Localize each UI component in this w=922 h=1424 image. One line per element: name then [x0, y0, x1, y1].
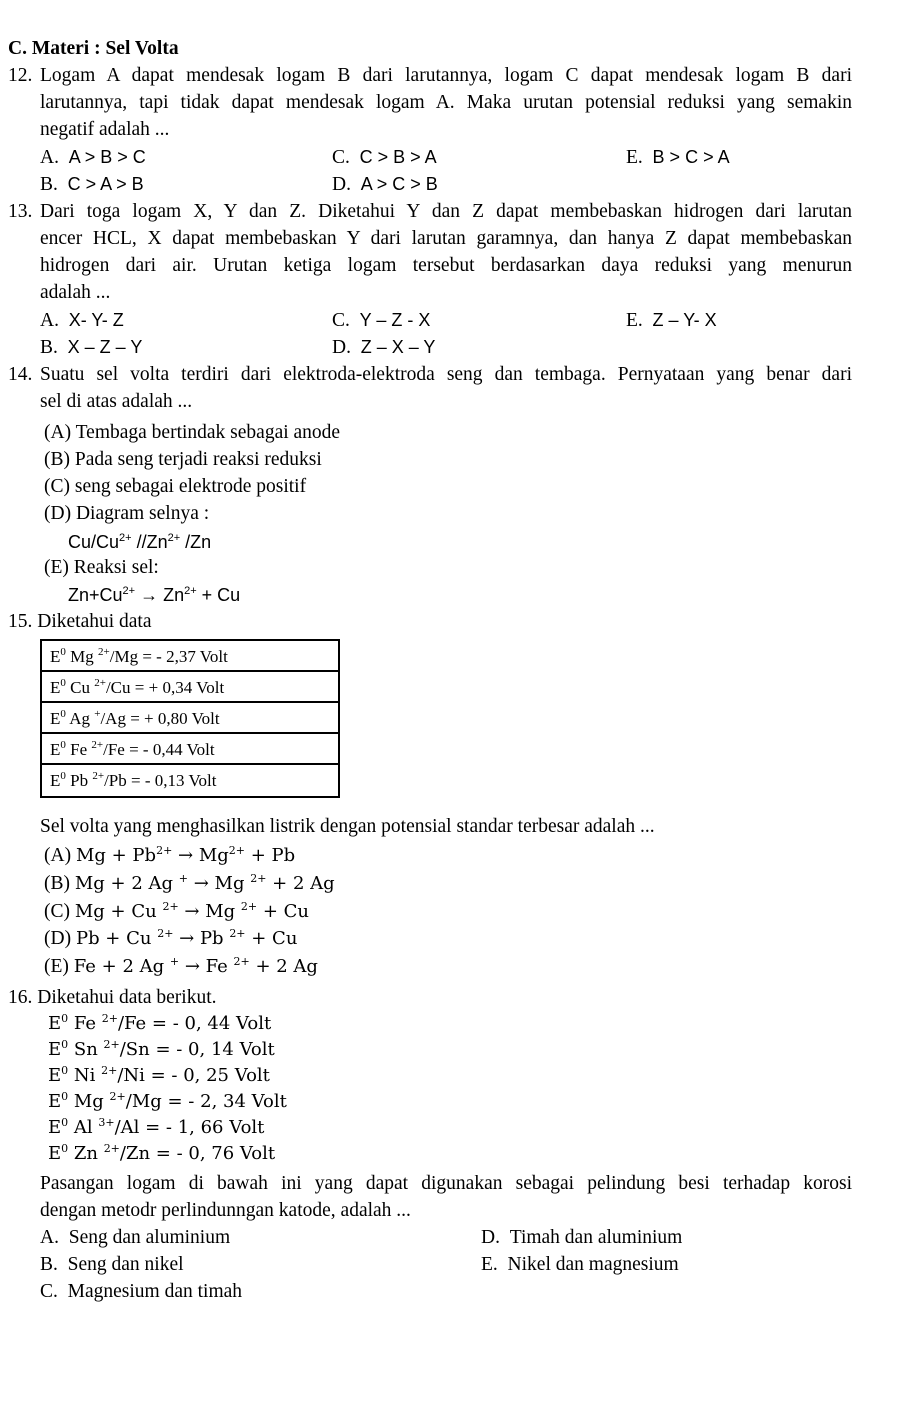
- q16-line-2: dengan metodr perlindunngan katode, adalah ...: [40, 1200, 411, 1221]
- q12-option-e[interactable]: E. B > C > A: [626, 147, 730, 168]
- q14-option-e[interactable]: (E) Reaksi sel:: [44, 557, 159, 578]
- q13-option-e[interactable]: E. Z – Y- X: [626, 310, 717, 331]
- q14-line-1: Suatu sel volta terdiri dari elektroda-elektroda seng dan tembaga. Pernyataan yang benar dari: [40, 364, 852, 385]
- q16-line-1: Pasangan logam di bawah ini yang dapat digunakan sebagai pelindung besi terhadap korosi: [40, 1173, 852, 1194]
- q14-option-b[interactable]: (B) Pada seng terjadi reaksi reduksi: [44, 449, 322, 470]
- q16-data-al: $E^0$ Al $^{3+}$/Al = - 1, 66 Volt: [48, 1116, 265, 1138]
- q15-option-a[interactable]: (A) $Mg + Pb^{2+} \to Mg^{2+} + Pb$: [44, 844, 296, 866]
- q16-option-b[interactable]: B. Seng dan nikel: [40, 1254, 184, 1275]
- q16-data-ni: $E^0$ Ni $^{2+}$/Ni = - 0, 25 Volt: [48, 1064, 270, 1086]
- table-row: $E^0$ Fe $^{2+}$/Fe = - 0,44 Volt: [42, 734, 338, 765]
- q15-option-d[interactable]: (D) Pb + Cu $^{2+}$ → Pb $^{2+}$ + Cu: [44, 927, 298, 949]
- q12-option-c[interactable]: C. C > B > A: [332, 147, 437, 168]
- q15-option-b[interactable]: (B) Mg + 2 Ag + → Mg $^{2+}$ + 2 Ag: [44, 872, 335, 894]
- q13-option-b[interactable]: B. X – Z – Y: [40, 337, 143, 358]
- table-row: $E^0$ Cu $^{2+}$/Cu = + 0,34 Volt: [42, 672, 338, 703]
- section-title: C. Materi : Sel Volta: [8, 38, 179, 59]
- q14-cell-reaction: $Zn+Cu^{2+} \to Zn^{2+} + Cu$: [68, 585, 241, 605]
- q16-option-a[interactable]: A. Seng dan aluminium: [40, 1227, 231, 1248]
- q13-option-d[interactable]: D. Z – X – Y: [332, 337, 436, 358]
- q12-option-b[interactable]: B. C > A > B: [40, 174, 144, 195]
- q15-option-e[interactable]: (E) Fe + 2 Ag + → Fe $^{2+}$ + 2 Ag: [44, 955, 318, 977]
- q16-header: 16. Diketahui data berikut.: [8, 987, 217, 1008]
- q14-number: 14.: [8, 364, 33, 385]
- q15-potential-table: [40, 639, 340, 798]
- table-row: $E^0$ Ag +/Ag = + 0,80 Volt: [42, 703, 338, 734]
- q15-question: Sel volta yang menghasilkan listrik dengan potensial standar terbesar adalah ...: [40, 816, 655, 837]
- q13-number: 13.: [8, 201, 33, 222]
- q16-data-sn: $E^0$ Sn $^{2+}$/Sn = - 0, 14 Volt: [48, 1038, 275, 1060]
- q14-line-2: sel di atas adalah ...: [40, 391, 193, 412]
- q13-line-3: hidrogen dari air. Urutan ketiga logam tersebut berdasarkan daya reduksi yang menurun: [40, 255, 852, 276]
- q15-header: 15. Diketahui data: [8, 611, 152, 632]
- q12-line-3: negatif adalah ...: [40, 119, 170, 140]
- q12-number: 12.: [8, 65, 33, 86]
- q16-option-e[interactable]: E. Nikel dan magnesium: [481, 1254, 679, 1275]
- q13-option-a[interactable]: A. X- Y- Z: [40, 310, 124, 331]
- q16-data-zn: $E^0$ Zn $^{2+}$/Zn = - 0, 76 Volt: [48, 1142, 276, 1164]
- q12-option-a[interactable]: A. A > B > C: [40, 147, 146, 168]
- q13-line-4: adalah ...: [40, 282, 111, 303]
- q16-option-d[interactable]: D. Timah dan aluminium: [481, 1227, 683, 1248]
- q15-option-c[interactable]: (C) Mg + Cu $^{2+}$ → Mg $^{2+}$ + Cu: [44, 900, 309, 922]
- q14-option-d[interactable]: (D) Diagram selnya :: [44, 503, 210, 524]
- q12-option-d[interactable]: D. A > C > B: [332, 174, 438, 195]
- q13-line-1: Dari toga logam X, Y dan Z. Diketahui Y dan Z dapat membebaskan hidrogen dari larutan: [40, 201, 852, 222]
- q12-line-1: Logam A dapat mendesak logam B dari larutannya, logam C dapat mendesak logam B dari: [40, 65, 852, 86]
- table-row: $E^0$ Mg $^{2+}$/Mg = - 2,37 Volt: [42, 641, 338, 672]
- q14-option-a[interactable]: (A) Tembaga bertindak sebagai anode: [44, 422, 341, 443]
- q16-data-mg: $E^0$ Mg $^{2+}$/Mg = - 2, 34 Volt: [48, 1090, 287, 1112]
- table-row: $E^0$ Pb $^{2+}$/Pb = - 0,13 Volt: [50, 770, 217, 790]
- q16-data-fe: $E^0$ Fe $^{2+}$/Fe = - 0, 44 Volt: [48, 1012, 272, 1034]
- q13-line-2: encer HCL, X dapat membebaskan Y dari larutan garamnya, dan hanya Z dapat membebaskan: [40, 228, 852, 249]
- q13-option-c[interactable]: C. Y – Z - X: [332, 310, 431, 331]
- q12-line-2: larutannya, tapi tidak dapat mendesak logam A. Maka urutan potensial reduksi yang semakin: [40, 92, 852, 113]
- q16-option-c[interactable]: C. Magnesium dan timah: [40, 1281, 243, 1302]
- q14-option-c[interactable]: (C) seng sebagai elektrode positif: [44, 476, 307, 497]
- q14-cell-diagram: $Cu/Cu^{2+}$ $//Zn^{2+}$ /Zn: [68, 532, 212, 552]
